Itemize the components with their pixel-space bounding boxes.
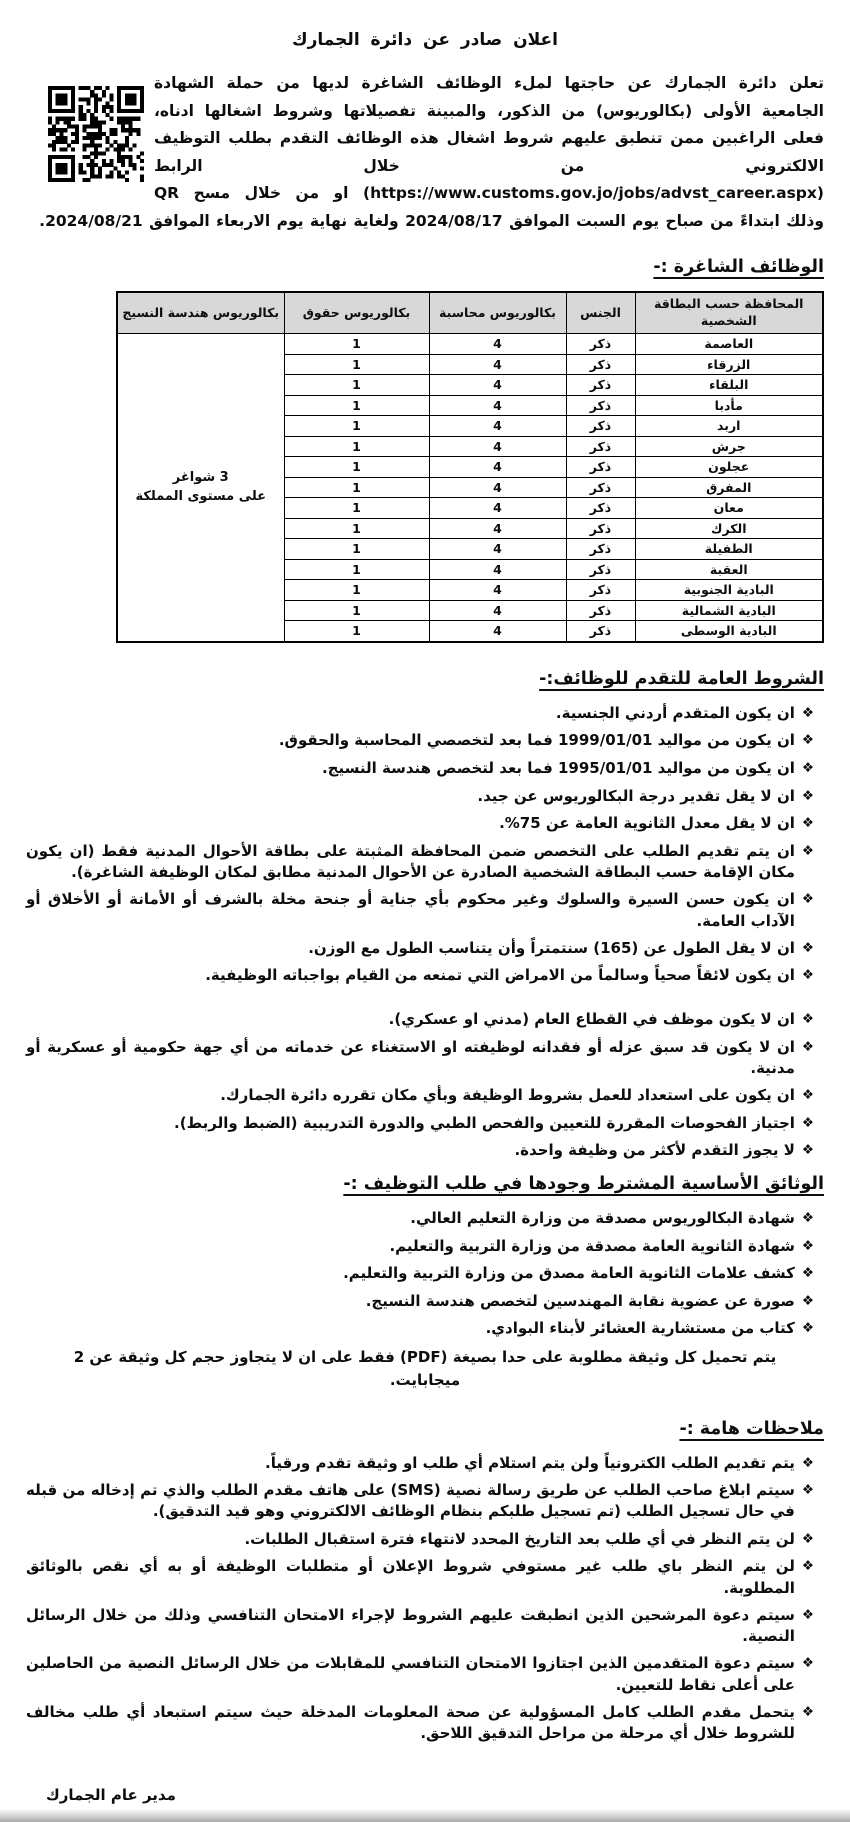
cell-governorate: البلقاء bbox=[635, 375, 823, 396]
diamond-bullet-icon: ❖ bbox=[801, 1655, 814, 1672]
list-item-text: ان يكون المتقدم أردني الجنسية. bbox=[555, 703, 795, 722]
diamond-bullet-icon: ❖ bbox=[801, 1038, 814, 1055]
cell-governorate: المفرق bbox=[635, 477, 823, 498]
signature: مدير عام الجمارك bbox=[46, 1786, 176, 1804]
list-item-text: شهادة الثانوية العامة مصدقة من وزارة التربية والتعليم. bbox=[389, 1236, 795, 1255]
list-item-text: يتم تقديم الطلب الكترونياً ولن يتم استلام أي طلب او وثيقة تقدم ورقياً. bbox=[265, 1453, 795, 1472]
cell-accounting: 4 bbox=[429, 375, 566, 396]
cell-accounting: 4 bbox=[429, 477, 566, 498]
cell-governorate: العقبة bbox=[635, 559, 823, 580]
vacancies-table bbox=[116, 291, 824, 642]
cell-law: 1 bbox=[284, 416, 429, 437]
upload-note: يتم تحميل كل وثيقة مطلوبة على حدا بصيغة (PDF) فقط على ان لا يتجاوز حجم كل وثيقة عن 2 ميجابايت. bbox=[73, 1348, 777, 1390]
diamond-bullet-icon: ❖ bbox=[801, 1292, 814, 1309]
list-item bbox=[26, 813, 814, 835]
cell-gender: ذكر bbox=[566, 354, 635, 375]
cell-law: 1 bbox=[284, 334, 429, 355]
cell-law: 1 bbox=[284, 436, 429, 457]
cell-accounting: 4 bbox=[429, 498, 566, 519]
list-item-text: ان يكون على استعداد للعمل بشروط الوظيفة وبأي مكان تقرره دائرة الجمارك. bbox=[220, 1086, 795, 1105]
cell-gender: ذكر bbox=[566, 621, 635, 642]
list-item-text: يتحمل مقدم الطلب كامل المسؤولية عن صحة المعلومات المدخلة حيث سيتم استبعاد أي طلب مخالف للشروط خلال أي مرحلة من مراحل التدقيق اللاحق. bbox=[26, 1703, 795, 1743]
list-item bbox=[26, 786, 814, 808]
diamond-bullet-icon: ❖ bbox=[801, 732, 814, 749]
merged-textile-vacancies-cell bbox=[117, 334, 284, 642]
cell-gender: ذكر bbox=[566, 395, 635, 416]
diamond-bullet-icon: ❖ bbox=[801, 1142, 814, 1159]
cell-accounting: 4 bbox=[429, 518, 566, 539]
diamond-bullet-icon: ❖ bbox=[801, 1606, 814, 1623]
cell-governorate: اربد bbox=[635, 416, 823, 437]
diamond-bullet-icon: ❖ bbox=[801, 967, 814, 984]
conditions-list bbox=[26, 703, 824, 1162]
cell-accounting: 4 bbox=[429, 600, 566, 621]
diamond-bullet-icon: ❖ bbox=[801, 1320, 814, 1337]
diamond-bullet-icon: ❖ bbox=[801, 1482, 814, 1499]
list-item-text: كشف علامات الثانوية العامة مصدق من وزارة التربية والتعليم. bbox=[343, 1264, 795, 1283]
cell-accounting: 4 bbox=[429, 395, 566, 416]
col-header-gender: الجنس bbox=[566, 292, 635, 333]
documents-list bbox=[26, 1208, 824, 1340]
diamond-bullet-icon: ❖ bbox=[801, 939, 814, 956]
list-item-text: ان لا يقل تقدير درجة البكالوريوس عن جيد. bbox=[477, 786, 795, 805]
table-row bbox=[117, 334, 823, 355]
diamond-bullet-icon: ❖ bbox=[801, 1558, 814, 1575]
cell-governorate: البادية الجنوبية bbox=[635, 580, 823, 601]
list-item-text: لن يتم النظر باي طلب غير مستوفي شروط الإعلان أو متطلبات الوظيفة أو به أي نقص بالوثائق المطلوبة. bbox=[26, 1557, 795, 1597]
list-item bbox=[26, 1085, 814, 1107]
list-item-text: سيتم ابلاغ صاحب الطلب عن طريق رسالة نصية (SMS) على هاتف مقدم الطلب والذي تم إدخاله من قبله في حال تسجيل الطلب (تم تسجيل طلبكم بنظام الوظائف الالكتروني وهو قيد التدقيق). bbox=[26, 1481, 795, 1521]
diamond-bullet-icon: ❖ bbox=[801, 1087, 814, 1104]
cell-law: 1 bbox=[284, 457, 429, 478]
list-item bbox=[26, 730, 814, 752]
list-item bbox=[26, 965, 814, 987]
scan-edge-shadow bbox=[0, 1809, 850, 1822]
cell-law: 1 bbox=[284, 600, 429, 621]
qr-code-icon bbox=[48, 86, 144, 182]
list-item-text: ان يكون من مواليد 1999/01/01 فما بعد لتخصصي المحاسبة والحقوق. bbox=[278, 731, 795, 750]
cell-accounting: 4 bbox=[429, 334, 566, 355]
list-item bbox=[26, 1702, 814, 1745]
cell-gender: ذكر bbox=[566, 559, 635, 580]
cell-governorate: البادية الوسطى bbox=[635, 621, 823, 642]
list-item bbox=[26, 1291, 814, 1313]
cell-governorate: الكرك bbox=[635, 518, 823, 539]
cell-gender: ذكر bbox=[566, 580, 635, 601]
cell-accounting: 4 bbox=[429, 621, 566, 642]
documents-heading: الوثائق الأساسية المشترط وجودها في طلب التوظيف :- bbox=[343, 1174, 824, 1195]
list-item bbox=[26, 758, 814, 780]
cell-governorate: الزرقاء bbox=[635, 354, 823, 375]
cell-law: 1 bbox=[284, 395, 429, 416]
cell-gender: ذكر bbox=[566, 477, 635, 498]
intro-section bbox=[26, 70, 824, 235]
cell-gender: ذكر bbox=[566, 600, 635, 621]
cell-law: 1 bbox=[284, 518, 429, 539]
list-item-text: لن يتم النظر في أي طلب بعد التاريخ المحدد لانتهاء فترة استقبال الطلبات. bbox=[244, 1529, 795, 1548]
list-item-text: سيتم دعوة المتقدمين الذين اجتازوا الامتحان التنافسي للمقابلات من خلال الرسائل النصية من الحاصلين على أعلى نقاط للتعيين. bbox=[26, 1654, 795, 1694]
list-item bbox=[26, 703, 814, 725]
list-item bbox=[26, 1037, 814, 1080]
list-item bbox=[26, 1529, 814, 1551]
diamond-bullet-icon: ❖ bbox=[801, 1237, 814, 1254]
list-item-text: كتاب من مستشارية العشائر لأبناء البوادي. bbox=[485, 1319, 795, 1338]
vacancies-table-body bbox=[117, 334, 823, 642]
diamond-bullet-icon: ❖ bbox=[801, 1454, 814, 1471]
list-item bbox=[26, 1653, 814, 1696]
cell-gender: ذكر bbox=[566, 539, 635, 560]
vacancies-table-header bbox=[117, 292, 823, 333]
cell-accounting: 4 bbox=[429, 539, 566, 560]
cell-gender: ذكر bbox=[566, 416, 635, 437]
list-item bbox=[26, 1113, 814, 1135]
list-item bbox=[26, 1318, 814, 1340]
diamond-bullet-icon: ❖ bbox=[801, 704, 814, 721]
list-item-text: ان يكون لائقاً صحياً وسالماً من الامراض التي تمنعه من القيام بواجباته الوظيفية. bbox=[205, 966, 795, 985]
list-item bbox=[26, 1480, 814, 1523]
cell-accounting: 4 bbox=[429, 457, 566, 478]
cell-gender: ذكر bbox=[566, 436, 635, 457]
notes-list bbox=[26, 1453, 824, 1745]
conditions-heading: الشروط العامة للتقدم للوظائف:- bbox=[539, 668, 824, 689]
diamond-bullet-icon: ❖ bbox=[801, 759, 814, 776]
diamond-bullet-icon: ❖ bbox=[801, 1704, 814, 1721]
list-item-text: صورة عن عضوية نقابة المهندسين لتخصص هندسة النسيج. bbox=[365, 1291, 795, 1310]
list-item bbox=[26, 1009, 814, 1031]
list-item bbox=[26, 1453, 814, 1475]
diamond-bullet-icon: ❖ bbox=[801, 1265, 814, 1282]
cell-law: 1 bbox=[284, 477, 429, 498]
diamond-bullet-icon: ❖ bbox=[801, 1114, 814, 1131]
list-item-text: ان يكون من مواليد 1995/01/01 فما بعد لتخصص هندسة النسيج. bbox=[321, 758, 795, 777]
cell-accounting: 4 bbox=[429, 416, 566, 437]
cell-gender: ذكر bbox=[566, 375, 635, 396]
cell-gender: ذكر bbox=[566, 334, 635, 355]
list-item-text: ان لا يقل الطول عن (165) سنتمتراً وأن يتناسب الطول مع الوزن. bbox=[308, 938, 795, 957]
cell-governorate: العاصمة bbox=[635, 334, 823, 355]
cell-accounting: 4 bbox=[429, 580, 566, 601]
merged-cell-line1: 3 شواغر bbox=[172, 469, 229, 485]
cell-governorate: جرش bbox=[635, 436, 823, 457]
diamond-bullet-icon: ❖ bbox=[801, 1530, 814, 1547]
cell-law: 1 bbox=[284, 375, 429, 396]
cell-governorate: مأدبا bbox=[635, 395, 823, 416]
list-item bbox=[26, 1140, 814, 1162]
cell-law: 1 bbox=[284, 559, 429, 580]
diamond-bullet-icon: ❖ bbox=[801, 842, 814, 859]
diamond-bullet-icon: ❖ bbox=[801, 1011, 814, 1028]
list-item bbox=[26, 938, 814, 960]
col-header-textile: بكالوريوس هندسة النسيج bbox=[117, 292, 284, 333]
cell-accounting: 4 bbox=[429, 354, 566, 375]
page-title: اعلان صادر عن دائرة الجمارك bbox=[292, 30, 558, 50]
list-item-text: ان لا يقل معدل الثانوية العامة عن 75%. bbox=[499, 814, 795, 833]
notes-heading: ملاحظات هامة :- bbox=[679, 1418, 824, 1439]
diamond-bullet-icon: ❖ bbox=[801, 1210, 814, 1227]
cell-governorate: الطفيلة bbox=[635, 539, 823, 560]
list-item bbox=[26, 1263, 814, 1285]
cell-gender: ذكر bbox=[566, 498, 635, 519]
cell-gender: ذكر bbox=[566, 457, 635, 478]
cell-law: 1 bbox=[284, 354, 429, 375]
list-item-text: لا يجوز التقدم لأكثر من وظيفة واحدة. bbox=[514, 1141, 795, 1160]
diamond-bullet-icon: ❖ bbox=[801, 891, 814, 908]
diamond-bullet-icon: ❖ bbox=[801, 787, 814, 804]
cell-gender: ذكر bbox=[566, 518, 635, 539]
cell-governorate: معان bbox=[635, 498, 823, 519]
list-item-text: ان يكون حسن السيرة والسلوك وغير محكوم بأي جناية أو جنحة مخلة بالشرف أو الأمانة أو الأخلاق أو الآداب العامة. bbox=[26, 890, 795, 930]
list-item bbox=[26, 1605, 814, 1648]
merged-cell-line2: على مستوى المملكة bbox=[135, 489, 267, 505]
cell-law: 1 bbox=[284, 539, 429, 560]
list-item-text: ان لا يكون موظف في القطاع العام (مدني او عسكري). bbox=[388, 1010, 795, 1029]
cell-governorate: عجلون bbox=[635, 457, 823, 478]
cell-law: 1 bbox=[284, 621, 429, 642]
list-item-text: اجتياز الفحوصات المقررة للتعيين والفحص الطبي والدورة التدريبية (الضبط والربط). bbox=[174, 1113, 795, 1132]
cell-accounting: 4 bbox=[429, 436, 566, 457]
col-header-accounting: بكالوريوس محاسبة bbox=[429, 292, 566, 333]
list-item bbox=[26, 841, 814, 884]
vacancies-heading: الوظائف الشاغرة :- bbox=[653, 257, 824, 278]
list-item bbox=[26, 1556, 814, 1599]
intro-paragraph: تعلن دائرة الجمارك عن حاجتها لملء الوظائف الشاغرة لديها من حملة الشهادة الجامعية الأولى (بكالوريوس) من الذكور، والمبينة تفصيلاتها وشروط اشغالها ادناه، فعلى الراغبين ممن تنطبق عليهم شروط اشغال هذه الوظائف التقدم بطلب التوظيف الالكتروني من خلال الرابط (https://www.customs.gov.jo/jobs/advst_career.aspx) او من خلال مسح QR وذلك ابتداءً من صباح يوم السبت الموافق 2024/08/17 ولغاية نهاية يوم الاربعاء الموافق 2024/08/21. bbox=[39, 74, 824, 230]
diamond-bullet-icon: ❖ bbox=[801, 815, 814, 832]
cell-law: 1 bbox=[284, 498, 429, 519]
list-item-text: شهادة البكالوريوس مصدقة من وزارة التعليم العالي. bbox=[410, 1209, 795, 1228]
list-item bbox=[26, 1208, 814, 1230]
cell-law: 1 bbox=[284, 580, 429, 601]
list-item-text: ان لا يكون قد سبق عزله أو فقدانه لوظيفته او الاستغناء عن خدماته من أي جهة حكومية أو عسكرية أو مدنية. bbox=[26, 1037, 795, 1077]
list-item bbox=[26, 1236, 814, 1258]
cell-governorate: البادية الشمالية bbox=[635, 600, 823, 621]
col-header-law: بكالوريوس حقوق bbox=[284, 292, 429, 333]
list-item-text: سيتم دعوة المرشحين الذين انطبقت عليهم الشروط لإجراء الامتحان التنافسي وذلك من خلال الرسائل النصية. bbox=[26, 1605, 795, 1646]
list-item bbox=[26, 889, 814, 932]
col-header-governorate: المحافظة حسب البطاقة الشخصية bbox=[635, 292, 823, 333]
cell-accounting: 4 bbox=[429, 559, 566, 580]
list-item-text: ان يتم تقديم الطلب على التخصص ضمن المحافظة المثبتة على بطاقة الأحوال المدنية فقط (ان يكون مكان الإقامة حسب البطاقة الشخصية الصادرة عن الأحوال المدنية مطابق لمكان الوظيفة الشاغرة). bbox=[26, 841, 795, 881]
